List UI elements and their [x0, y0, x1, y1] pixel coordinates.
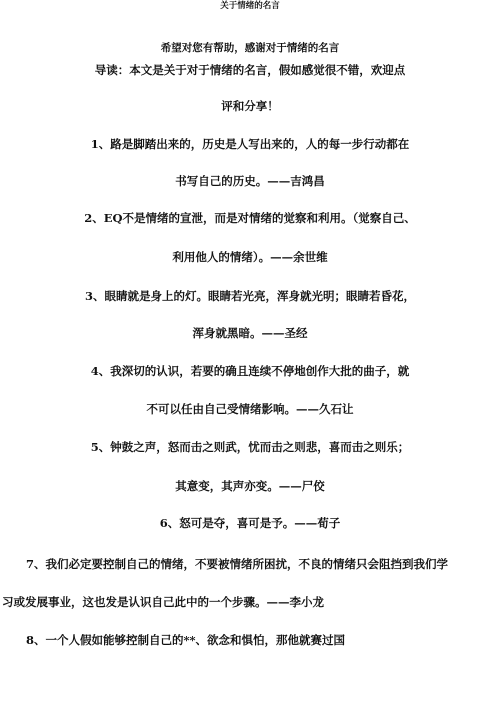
intro-line: 评和分享！: [221, 99, 279, 113]
quote-line: 6、怒可是夺，喜可是予。——荀子: [159, 516, 341, 530]
quote-line: 1、路是脚踏出来的，历史是人写出来的，人的每一步行动都在: [90, 137, 410, 151]
quote-line: 习或发展事业，这也发是认识自己此中的一个步骤。——李小龙: [2, 595, 324, 609]
intro-line: 导读：本文是关于对于情绪的名言，假如感觉很不错，欢迎点: [94, 63, 406, 77]
quote-line: 浑身就黑暗。——圣经: [192, 326, 308, 340]
page-header-title: 关于情绪的名言: [220, 1, 280, 11]
quote-line: 不可以任由自己受情绪影响。——久石让: [146, 402, 354, 416]
quote-line: 7、我们必定要控制自己的情绪，不要被情绪所困扰，不良的情绪只会阻挡到我们学: [26, 557, 448, 571]
quote-line: 4、我深切的认识，若要的确且连续不停地创作大批的曲子，就: [90, 364, 410, 378]
quote-line: 3、眼睛就是身上的灯。眼睛若光亮，浑身就光明；眼睛若昏花，: [85, 289, 415, 303]
quote-line: 书写自己的历史。——吉鸿昌: [175, 174, 325, 188]
quote-line: 8、一个人假如能够控制自己的**、欲念和惧怕，那他就赛过国: [26, 633, 346, 647]
quote-line: 2、EQ不是情绪的宣泄，而是对情绪的觉察和利用。（觉察自己、: [84, 211, 416, 225]
quote-line: 5、钟鼓之声，怒而击之则武，忧而击之则悲，喜而击之则乐；: [90, 440, 410, 454]
quote-line: 利用他人的情绪）。——余世维: [172, 250, 328, 264]
document-subtitle: 希望对您有帮助，感谢对于情绪的名言: [160, 42, 340, 54]
quote-line: 其意变，其声亦变。——尸佼: [175, 479, 325, 493]
